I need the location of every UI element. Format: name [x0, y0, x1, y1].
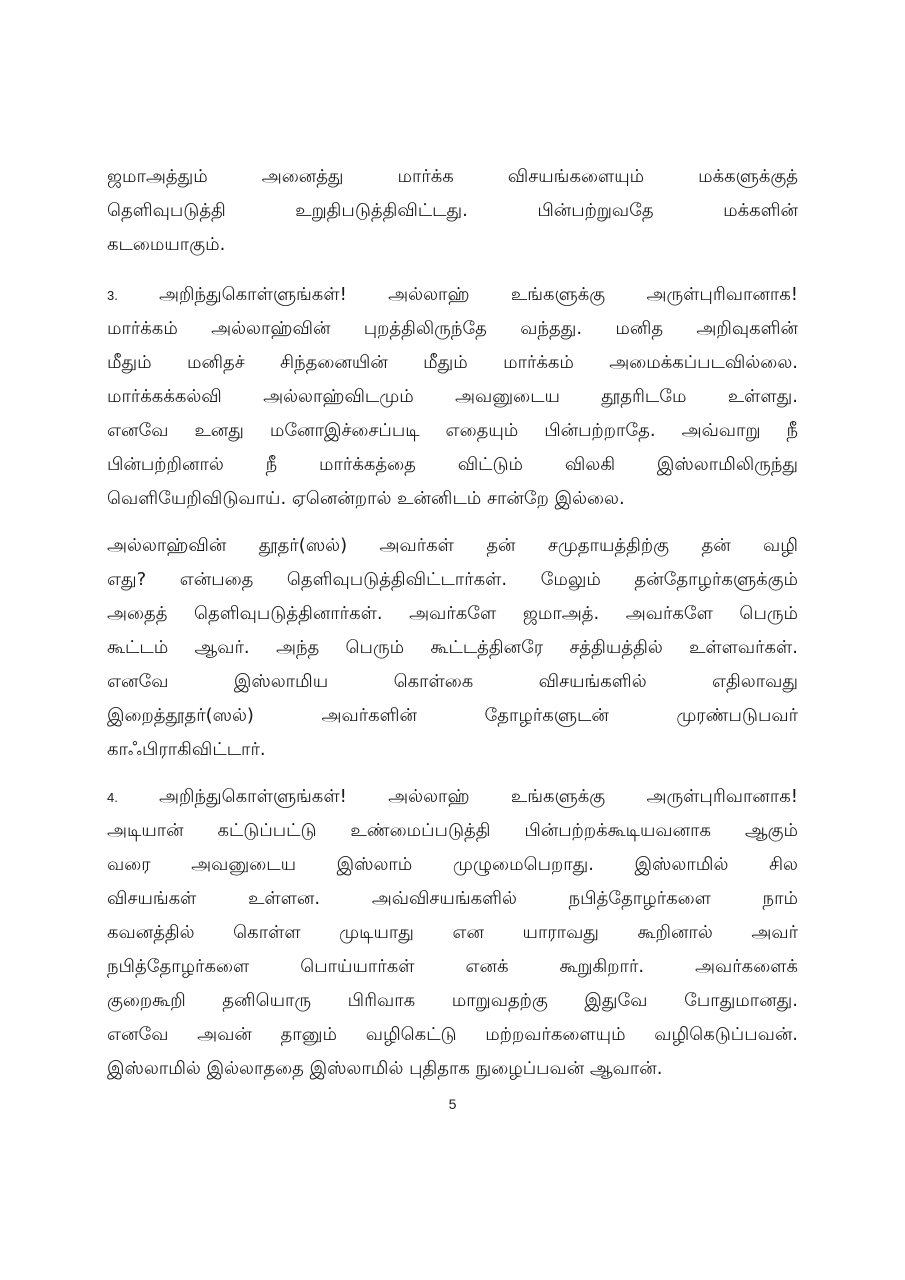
- paragraph-line: எது? என்பதை தெளிவுபடுத்திவிட்டார்கள். மேலும் தன்தோழர்களுக்கும்: [107, 569, 798, 590]
- paragraph-line: அல்லாஹ்வின் தூதர்(ஸல்) அவர்கள் தன் சமுதாயத்திற்கு தன் வழி: [107, 535, 798, 556]
- paragraph-line: அடியான் கட்டுப்பட்டு உண்மைப்படுத்தி பின்பற்றக்கூடியவனாக ஆகும்: [107, 820, 798, 841]
- paragraph-3: [107, 278, 798, 516]
- paragraph-line: அதைத் தெளிவுபடுத்தினார்கள். அவர்களே ஜமாஅத். அவர்களே பெரும்: [107, 603, 798, 624]
- paragraph-1: [107, 160, 798, 262]
- paragraph-continuation: [107, 529, 798, 767]
- paragraph-number: 3.: [107, 288, 118, 303]
- paragraph-line: வரை அவனுடைய இஸ்லாம் முழுமைபெறாது. இஸ்லாமில் சில: [107, 854, 798, 875]
- paragraph-line: கூட்டம் ஆவர். அந்த பெரும் கூட்டத்தினரே சத்தியத்தில் உள்ளவர்கள்.: [107, 637, 798, 658]
- paragraph-line: ஜமாஅத்தும் அனைத்து மார்க்க விசயங்களையும் மக்களுக்குத்: [107, 166, 798, 187]
- paragraph-line: குறைகூறி தனியொரு பிரிவாக மாறுவதற்கு இதுவே போதுமானது.: [107, 990, 798, 1011]
- paragraph-line: [107, 780, 798, 814]
- paragraph-line: நபித்தோழர்களை பொய்யார்கள் எனக் கூறுகிறார். அவர்களைக்: [107, 956, 798, 977]
- paragraph-line: வெளியேறிவிடுவாய். ஏனென்றால் உன்னிடம் சான்றே இல்லை.: [107, 488, 625, 509]
- paragraph-line: எனவே அவன் தானும் வழிகெட்டு மற்றவர்களையும் வழிகெடுப்பவன்.: [107, 1024, 798, 1045]
- page-number: 5: [448, 1096, 457, 1112]
- paragraph-line: மீதும் மனிதச் சிந்தனையின் மீதும் மார்க்கம் அமைக்கப்படவில்லை.: [107, 352, 798, 373]
- paragraph-line: பின்பற்றினால் நீ மார்க்கத்தை விட்டும் விலகி இஸ்லாமிலிருந்து: [107, 454, 798, 475]
- paragraph-line: இறைத்தூதர்(ஸல்) அவர்களின் தோழர்களுடன் முரண்படுபவர்: [107, 705, 798, 726]
- paragraph-line: எனவே உனது மனோஇச்சைப்படி எதையும் பின்பற்றாதே. அவ்வாறு நீ: [107, 420, 798, 441]
- paragraph-line-text: அறிந்துகொள்ளுங்கள்! அல்லாஹ் உங்களுக்கு அருள்புரிவானாக!: [159, 284, 798, 305]
- paragraph-line: எனவே இஸ்லாமிய கொள்கை விசயங்களில் எதிலாவது: [107, 671, 798, 692]
- paragraph-line: மார்க்கக்கல்வி அல்லாஹ்விடமும் அவனுடைய தூதரிடமே உள்ளது.: [107, 386, 798, 407]
- paragraph-4: [107, 780, 798, 1086]
- paragraph-number: 4.: [107, 790, 118, 805]
- paragraph-line: தெளிவுபடுத்தி உறுதிபடுத்திவிட்டது. பின்பற்றுவதே மக்களின்: [107, 200, 798, 221]
- paragraph-line: [107, 278, 798, 312]
- paragraph-line: கவனத்தில் கொள்ள முடியாது என யாராவது கூறினால் அவர்: [107, 922, 798, 943]
- paragraph-line: விசயங்கள் உள்ளன. அவ்விசயங்களில் நபித்தோழர்களை நாம்: [107, 888, 798, 909]
- paragraph-line-text: அறிந்துகொள்ளுங்கள்! அல்லாஹ் உங்களுக்கு அருள்புரிவானாக!: [159, 786, 798, 807]
- paragraph-line: கடமையாகும்.: [107, 234, 226, 255]
- paragraph-line: இஸ்லாமில் இல்லாததை இஸ்லாமில் புதிதாக நுழைப்பவன் ஆவான்.: [107, 1058, 663, 1079]
- paragraph-line: காஃபிராகிவிட்டார்.: [107, 739, 266, 760]
- paragraph-line: மார்க்கம் அல்லாஹ்வின் புறத்திலிருந்தே வந்தது. மனித அறிவுகளின்: [107, 318, 798, 339]
